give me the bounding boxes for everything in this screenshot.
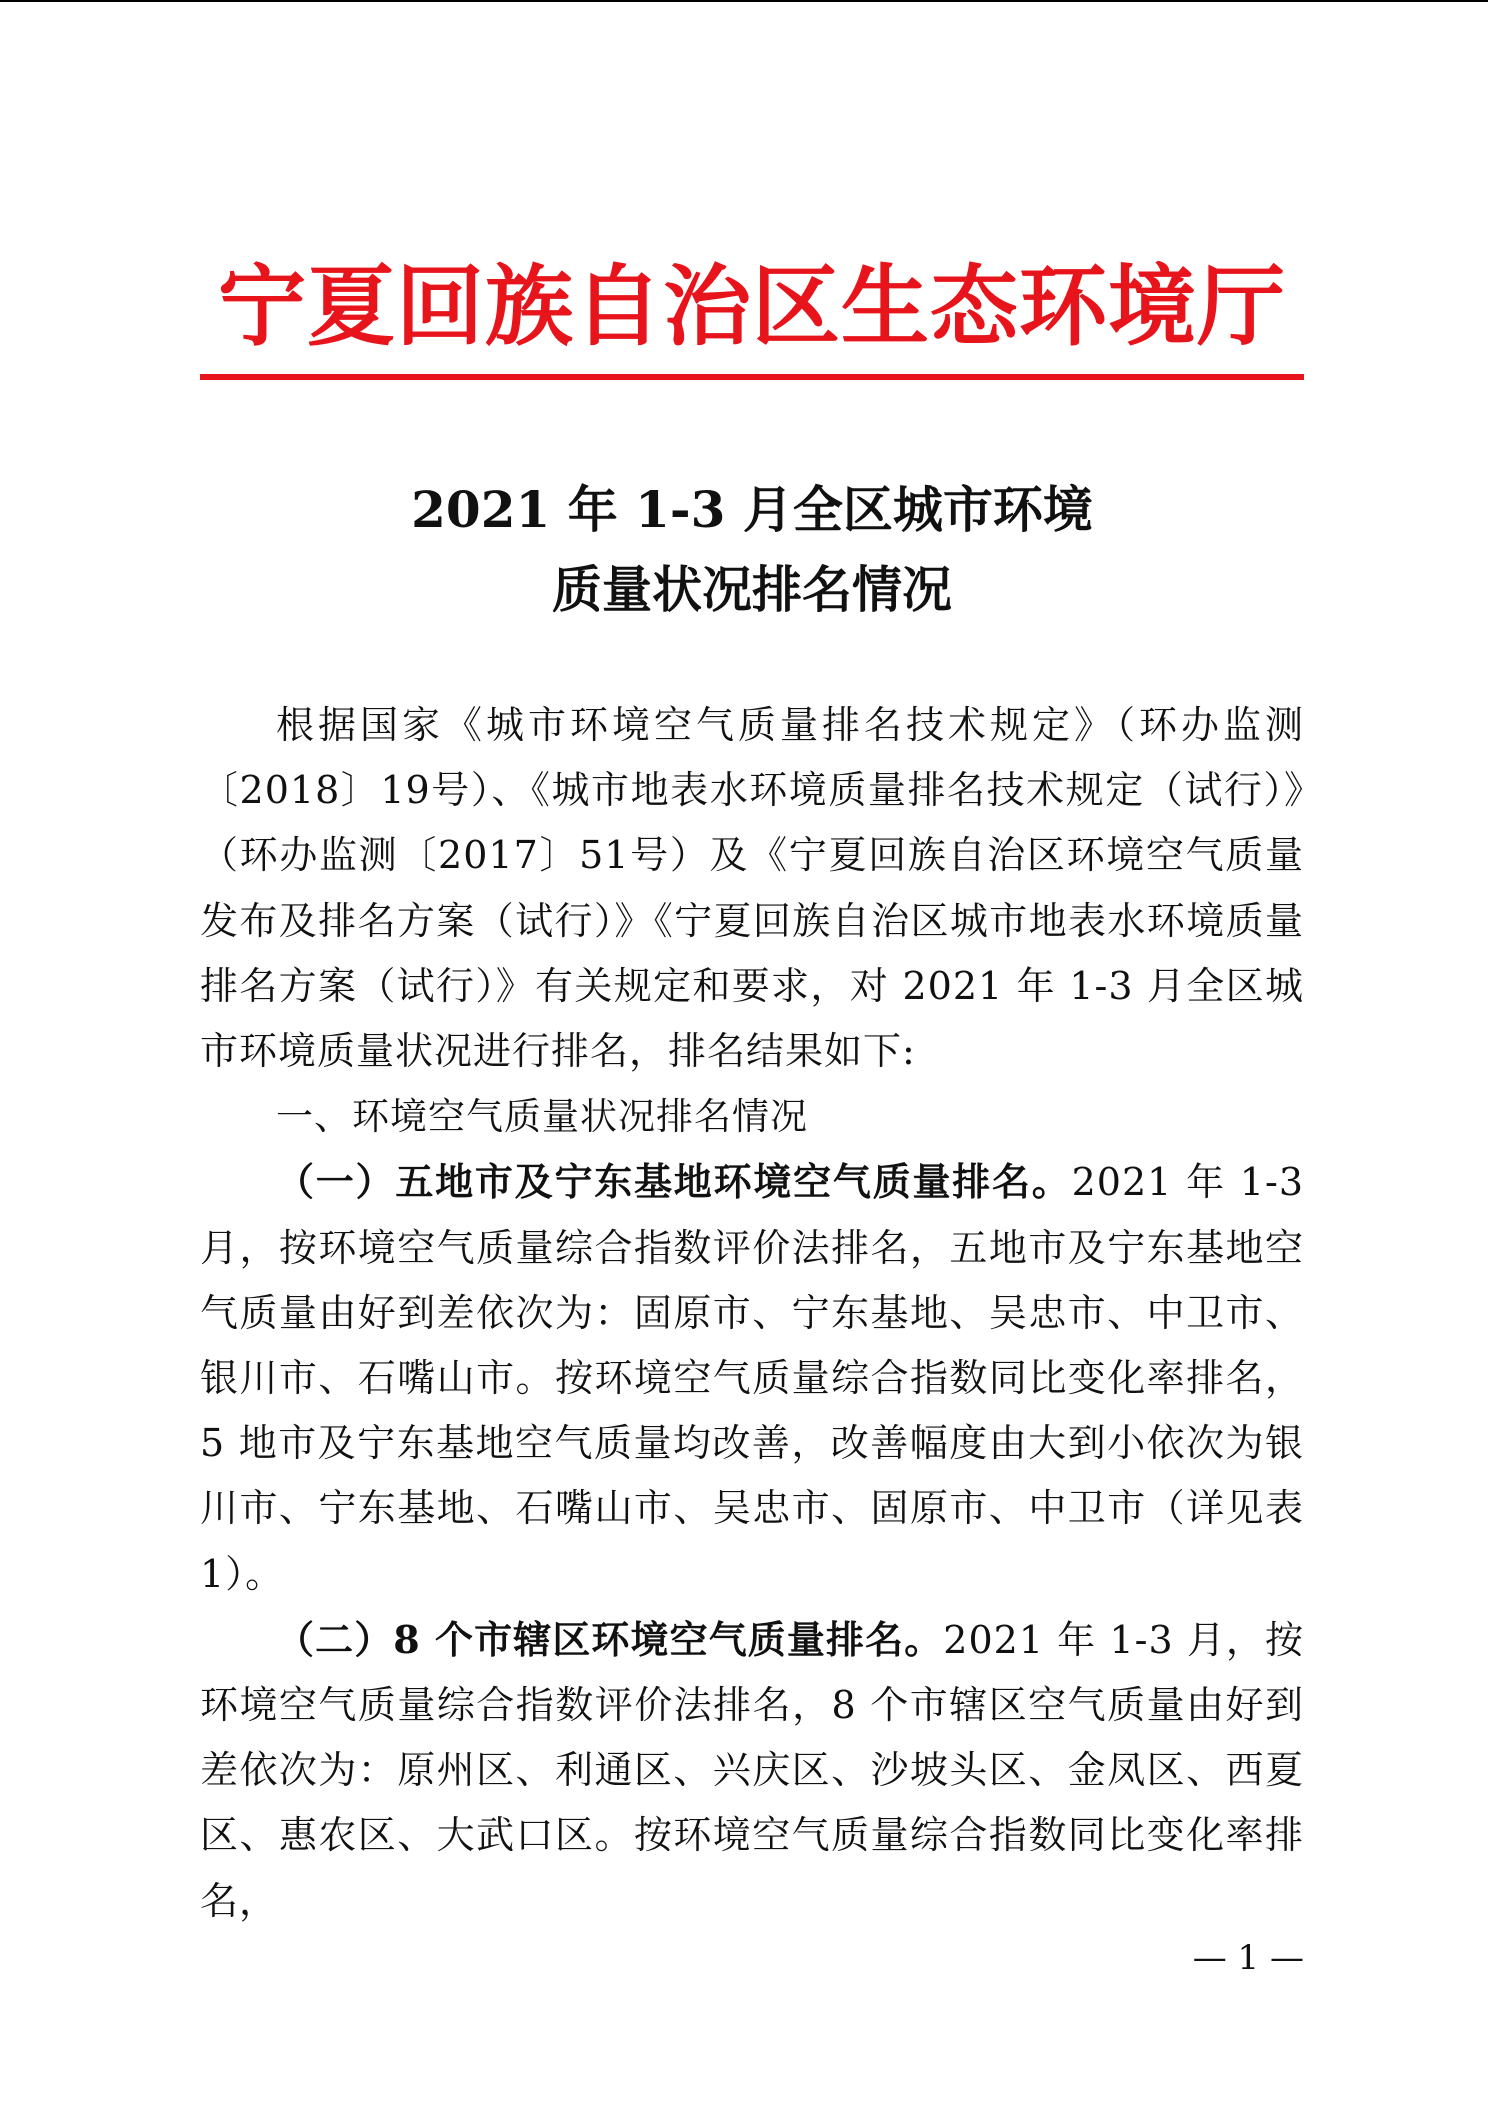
subsection-2-paragraph xyxy=(200,1607,1304,1934)
document-title-line-2: 质量状况排名情况 xyxy=(552,560,952,619)
document-title-line-1: 2021 年 1-3 月全区城市环境 xyxy=(411,480,1093,539)
page-top-border xyxy=(0,0,1488,2)
letterhead-red-rule xyxy=(200,374,1304,380)
document-body xyxy=(200,693,1304,1934)
page-number: — 1 — xyxy=(1192,1938,1304,1978)
subsection-1-paragraph xyxy=(200,1149,1304,1606)
subsection-1-heading: （一）五地市及宁东基地环境空气质量排名。 xyxy=(276,1159,1072,1205)
section-heading-air-quality: 一、环境空气质量状况排名情况 xyxy=(276,1095,808,1139)
intro-paragraph: 根据国家《城市环境空气质量排名技术规定》（环办监测〔2018〕19号）、《城市地表水环境质量排名技术规定（试行）》（环办监测〔2017〕51号）及《宁夏回族自治区环境空气质量发布及排名方案（试行）》《宁夏回族自治区城市地表水环境质量排名方案（试行）》有关规定和要求，对 2021 年 1-3 月全区城市环境质量状况进行排名，排名结果如下: xyxy=(200,703,1304,1074)
subsection-2-text: 2021 年 1-3 月，按环境空气质量综合指数评价法排名，8 个市辖区空气质量由好到差依次为：原州区、利通区、兴庆区、沙坡头区、金凤区、西夏区、惠农区、大武口区。按环境空气质量综合指数同比变化率排名， xyxy=(200,1617,1305,1923)
letterhead-title: 宁夏回族自治区生态环境厅 xyxy=(217,255,1286,358)
subsection-1-text: 2021 年 1-3 月，按环境空气质量综合指数评价法排名，五地市及宁东基地空气质量由好到差依次为：固原市、宁东基地、吴忠市、中卫市、银川市、石嘴山市。按环境空气质量综合指数同比变化率排名，5 地市及宁东基地空气质量均改善，改善幅度由大到小依次为银川市、宁东基地、石嘴山市、吴忠市、固原市、中卫市（详见表 1）。 xyxy=(200,1160,1304,1596)
subsection-2-heading: （二）8 个市辖区环境空气质量排名。 xyxy=(276,1616,944,1662)
